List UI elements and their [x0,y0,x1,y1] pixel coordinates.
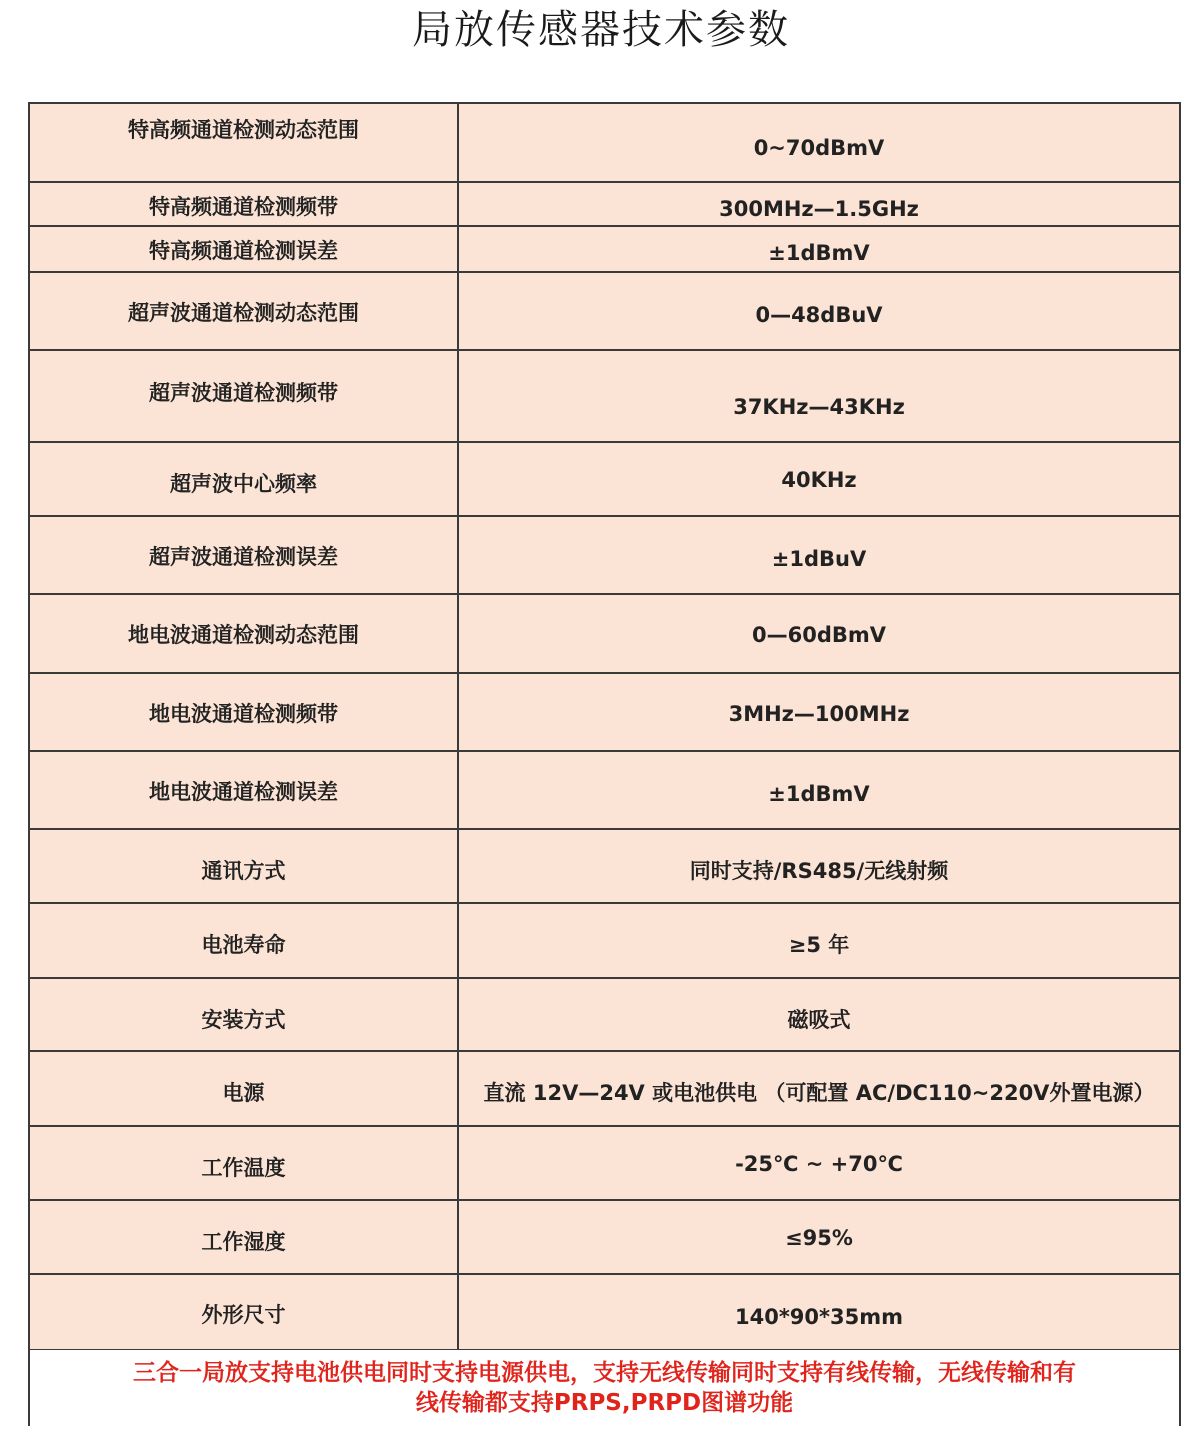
table-row [29,226,1180,272]
value-cell: 140*90*35mm [458,1274,1180,1350]
value-cell: 0—48dBuV [458,272,1180,350]
param-cell: 超声波通道检测动态范围 [29,272,458,350]
table-row [29,594,1180,673]
table-row [29,272,1180,350]
param-cell: 地电波通道检测误差 [29,751,458,829]
footer-note-line-2: 线传输都支持PRPS,PRPD图谱功能 [415,1390,794,1416]
param-cell: 电源 [29,1051,458,1126]
footer-note [28,1350,1181,1426]
page-title: 局放传感器技术参数 [412,7,790,53]
param-cell: 通讯方式 [29,829,458,903]
table-row [29,442,1180,516]
value-cell: 0—60dBmV [458,594,1180,673]
param-cell: 特高频通道检测频带 [29,182,458,226]
param-cell: 外形尺寸 [29,1274,458,1350]
value-cell: 同时支持/RS485/无线射频 [458,829,1180,903]
param-cell: 地电波通道检测频带 [29,673,458,751]
value-cell: ≤95% [458,1200,1180,1274]
table-row [29,516,1180,594]
table-row [29,829,1180,903]
value-cell: ±1dBmV [458,226,1180,272]
value-cell: 3MHz—100MHz [458,673,1180,751]
table-row [29,1200,1180,1274]
value-cell: ≥5 年 [458,903,1180,978]
param-cell: 超声波中心频率 [29,442,458,516]
table-row [29,1051,1180,1126]
value-cell: ±1dBuV [458,516,1180,594]
spec-table [28,102,1181,1351]
value-cell: 磁吸式 [458,978,1180,1051]
table-row [29,978,1180,1051]
value-cell: 40KHz [458,442,1180,516]
param-cell: 特高频通道检测动态范围 [29,103,458,182]
value-cell: 300MHz—1.5GHz [458,182,1180,226]
table-row [29,103,1180,182]
table-row [29,1274,1180,1350]
param-cell: 工作湿度 [29,1200,458,1274]
param-cell: 电池寿命 [29,903,458,978]
param-cell: 地电波通道检测动态范围 [29,594,458,673]
value-cell: -25℃ ~ +70℃ [458,1126,1180,1200]
value-cell: 直流 12V—24V 或电池供电 （可配置 AC/DC110~220V外置电源） [458,1051,1180,1126]
value-cell: 0~70dBmV [458,103,1180,182]
table-row [29,903,1180,978]
param-cell: 安装方式 [29,978,458,1051]
param-cell: 工作温度 [29,1126,458,1200]
table-row [29,751,1180,829]
table-row [29,182,1180,226]
param-cell: 超声波通道检测误差 [29,516,458,594]
param-cell: 超声波通道检测频带 [29,350,458,442]
param-cell: 特高频通道检测误差 [29,226,458,272]
value-cell: ±1dBmV [458,751,1180,829]
table-row [29,673,1180,751]
footer-note-line-1: 三合一局放支持电池供电同时支持电源供电，支持无线传输同时支持有线传输，无线传输和有 [133,1360,1076,1386]
table-row [29,1126,1180,1200]
value-cell: 37KHz—43KHz [458,350,1180,442]
table-row [29,350,1180,442]
